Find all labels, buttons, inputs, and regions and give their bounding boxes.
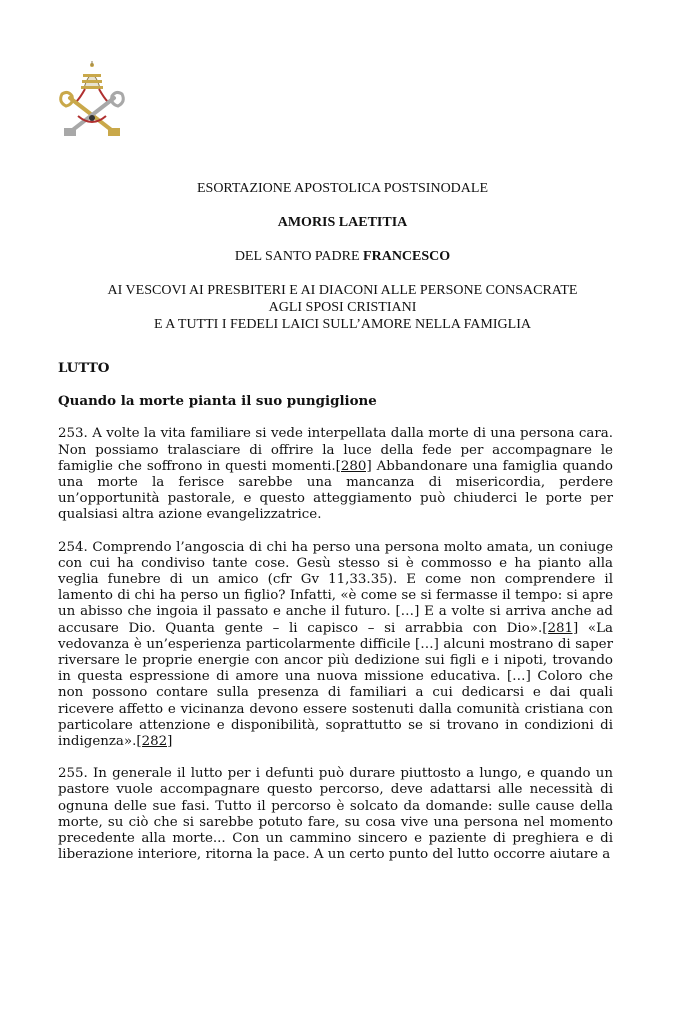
paragraph-253	[58, 426, 613, 523]
document-title: AMORIS LAETITIA	[277, 215, 408, 230]
paragraph-253-text-a: 253. A volte la vita familiare si vede interpellata dalla morte di una persona cara. Non possiamo tralasciare di offrire la luce della fede per accompagnare le famiglie che soffrono in questi momenti.	[58, 426, 613, 474]
document-author	[60, 248, 625, 265]
paragraph-254-text-b: «La vedovanza è un’esperienza particolarmente difficile […] alcuni mostrano di saper riversare le proprie energie con ancor più dedizione sui figli e i nipoti, trovando in questa espressione di amore una nuova missione educativa. […] Coloro che non possono contare sulla presenza di familiari a cui dedicarsi e dai quali ricevere affetto e vicinanza devono essere sostenuti dalla comunità cristiana con particolare attenzione e disponibilità, soprattutto se si trovano in condizioni di indigenza».	[58, 620, 613, 750]
paragraph-254-text-a: 254. Comprendo l’angoscia di chi ha perso una persona molto amata, un coniuge con cui ha condiviso tante cose. Gesù stesso si è commosso e ha pianto alla veglia funebre di un amico (cfr Gv 11,33.35). E come non comprendere il lamento di chi ha perso un figlio? Infatti, «è come se si fermasse il tempo: si apre un abisso che ingoia il passato e anche il futuro. […] E a volte si arriva anche ad accusare Dio. Quanta gente – li capisco – si arrabbia con Dio».	[58, 539, 613, 636]
addressees-line-2: AGLI SPOSI CRISTIANI	[268, 300, 417, 315]
footnote-link-280[interactable]: [280]	[335, 458, 372, 474]
addressees-line-1: AI VESCOVI AI PRESBITERI E AI DIACONI ALLE PERSONE CONSACRATE	[107, 283, 578, 298]
addressees-line-3: E A TUTTI I FEDELI LAICI SULL’AMORE NELLA FAMIGLIA	[154, 317, 531, 332]
paragraph-255: 255. In generale il lutto per i defunti può durare piuttosto a lungo, e quando un pastore vuole accompagnare questo percorso, deve adattarsi alle necessità di ognuna delle sue fasi. Tutto il percorso è solcato da domande: sulle cause della morte, su ciò che si sarebbe potuto fare, su cosa vive una persona nel momento precedente alla morte... Con un cammino sincero e paziente di preghiera e di liberazione interiore, ritorna la pace. A un certo punto del lutto occorre aiutare a	[58, 766, 613, 863]
document-body	[58, 360, 613, 879]
footnote-link-282[interactable]: [282]	[136, 734, 173, 750]
document-header	[60, 180, 625, 333]
author-name: FRANCESCO	[363, 249, 451, 264]
author-prefix: DEL SANTO PADRE	[234, 249, 364, 264]
section-heading: LUTTO	[58, 360, 110, 376]
paragraph-254	[58, 540, 613, 751]
footnote-link-281[interactable]: [281]	[542, 620, 579, 636]
section-subheading: Quando la morte pianta il suo pungiglione	[58, 393, 377, 410]
document-subtitle: ESORTAZIONE APOSTOLICA POSTSINODALE	[196, 181, 489, 196]
paragraph-253-text-b: Abbandonare una famiglia quando una morte la ferisce sarebbe una mancanza di misericordia, perdere un’opportunità pastorale, e questo atteggiamento può chiuderci le porte per qualsiasi altra azione evangelizzatrice.	[58, 458, 613, 523]
papal-coat-of-arms-icon	[56, 58, 128, 140]
